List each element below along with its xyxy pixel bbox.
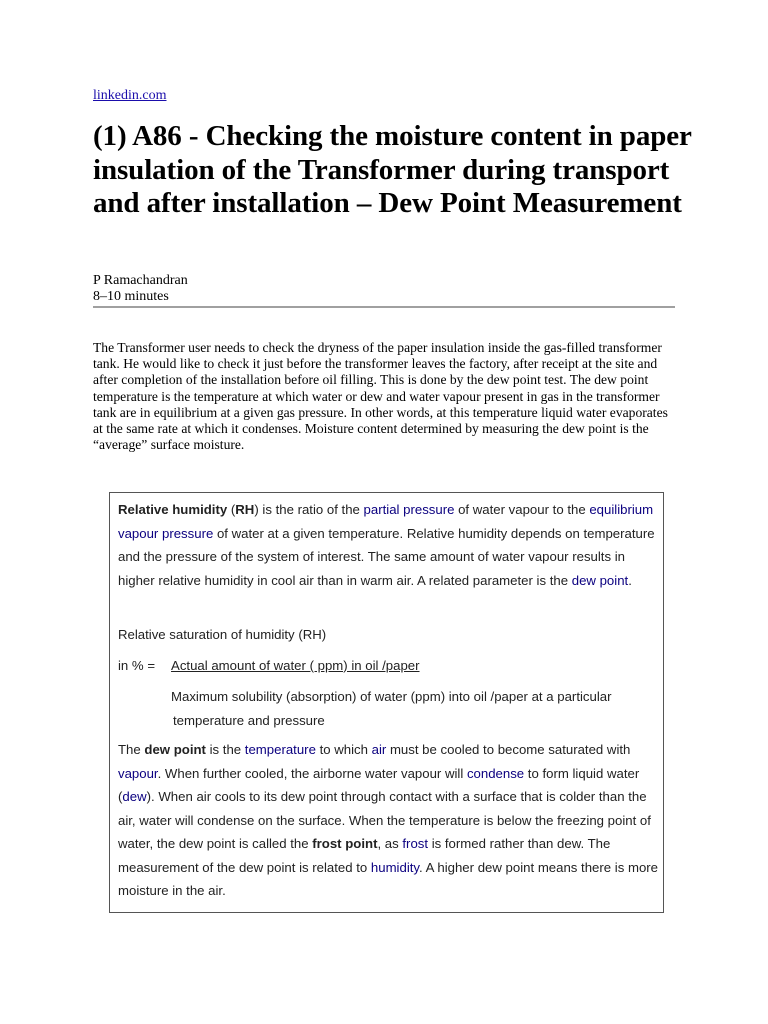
- formula-prefix: in % =: [118, 658, 156, 673]
- partial-pressure-link[interactable]: partial pressure: [363, 502, 455, 517]
- frost-link[interactable]: frost: [402, 836, 429, 851]
- rh-text: of water vapour to the: [454, 502, 590, 517]
- dp-text: ). When air cools to its dew point through contact with a surface that is colder than the air, water will condense on the surface. When the temperature is below the freezing point of water, the dew point is called the: [118, 789, 651, 851]
- article-title: (1) A86 - Checking the moisture content in paper insulation of the Transformer during transport and after installation – Dew Point Measurement: [93, 120, 692, 219]
- dp-text: . When further cooled, the airborne water vapour will: [157, 765, 467, 781]
- dp-text: is the: [205, 742, 245, 757]
- dp-text: , as: [377, 836, 403, 851]
- divider: [93, 306, 675, 308]
- vapour-link[interactable]: vapour: [118, 765, 158, 781]
- rh-text: ) is the ratio of the: [254, 502, 364, 517]
- source-link[interactable]: linkedin.com: [93, 88, 167, 103]
- frost-point-term: frost point: [312, 836, 378, 851]
- denominator-line-1: Maximum solubility (absorption) of water (ppm) into oil /paper at a particular: [171, 689, 612, 704]
- dp-text: must be cooled to become saturated with: [386, 742, 631, 757]
- rh-definition: [118, 498, 663, 592]
- rh-text: (: [227, 502, 236, 517]
- equilibrium-vapour-pressure-link[interactable]: equilibrium vapour pressure: [118, 502, 654, 541]
- humidity-link[interactable]: humidity: [370, 859, 420, 875]
- saturation-heading: Relative saturation of humidity (RH): [118, 627, 327, 642]
- condense-link[interactable]: condense: [466, 765, 525, 781]
- rh-text: of water at a given temperature. Relative humidity depends on temperature and the pressure of the system of interest. The same amount of water vapour results in higher relative humidity in cool air than in warm air. A related parameter is the: [118, 525, 655, 588]
- dp-text: to form liquid water (: [118, 765, 640, 804]
- dp-text: . A higher dew point means there is more moisture in the air.: [118, 859, 659, 898]
- dp-term: dew point: [144, 742, 206, 757]
- formula-numerator: Actual amount of water ( ppm) in oil /paper: [171, 658, 420, 673]
- rh-text: .: [628, 572, 632, 588]
- denominator-line-2: temperature and pressure: [173, 713, 325, 728]
- definition-box: [109, 492, 664, 913]
- formula-numerator-line: [118, 654, 663, 678]
- dp-text: to which: [315, 742, 372, 757]
- intro-paragraph: The Transformer user needs to check the dryness of the paper insulation inside the gas-filled transformer tank. He would like to check it just before the transformer leaves the factory, after receipt at the site and after completion of the installation before oil filling. This is done by the dew point test. The dew point temperature is the temperature at which water or dew and water vapour present in gas in the transformer tank are in equilibrium at a given gas pressure. In other words, at this temperature liquid water evaporates at the same rate at which it condenses. Moisture content determined by measuring the dew point is the “average” surface moisture.: [93, 340, 668, 453]
- read-time: 8–10 minutes: [93, 289, 169, 304]
- formula-denominator: [171, 685, 661, 733]
- dp-text: is formed rather than dew. The measurement of the dew point is related to: [118, 836, 611, 875]
- dew-link[interactable]: dew: [122, 789, 147, 804]
- dew-point-link[interactable]: dew point: [571, 572, 629, 588]
- dp-text: The: [118, 742, 145, 757]
- temperature-link[interactable]: temperature: [244, 742, 316, 757]
- byline: [93, 273, 188, 305]
- air-link[interactable]: air: [371, 742, 387, 757]
- rh-abbr: RH: [235, 502, 255, 517]
- rh-term: Relative humidity: [118, 502, 228, 517]
- author-name: P Ramachandran: [93, 273, 188, 288]
- dew-point-definition: [118, 738, 663, 903]
